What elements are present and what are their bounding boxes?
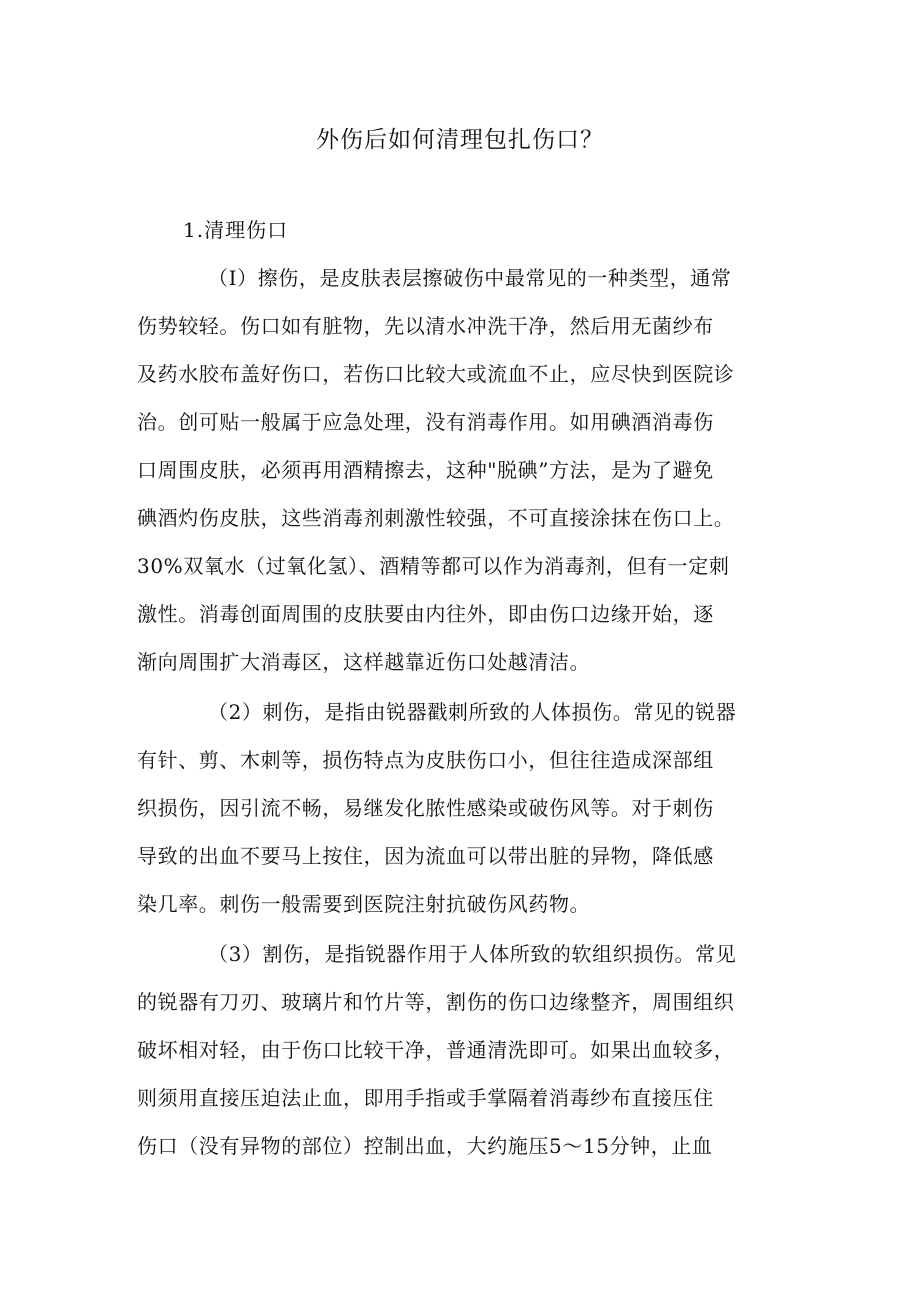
paragraph-line: （2）刺伤，是指由锐器戳刺所致的人体损伤。常见的锐器: [208, 700, 737, 724]
paragraph-line: 伤口（没有异物的部位）控制出血，大约施压5～15分钟，止血: [137, 1134, 713, 1158]
page-title: 外伤后如何清理包扎伤口？: [316, 127, 604, 153]
paragraph-line: 染几率。刺伤一般需要到医院注射抗破伤风药物。: [137, 892, 591, 916]
paragraph-line: 及药水胶布盖好伤口，若伤口比较大或流血不止，应尽快到医院诊: [137, 362, 735, 386]
paragraph-line: 织损伤，因引流不畅，易继发化脓性感染或破伤风等。对于刺伤: [137, 796, 714, 820]
paragraph-line: 碘酒灼伤皮肤，这些消毒剂刺激性较强，不可直接涂抹在伤口上。: [137, 506, 735, 530]
paragraph-line: 治。创可贴一般属于应急处理，没有消毒作用。如用碘酒消毒伤: [137, 410, 714, 434]
paragraph-line: 渐向周围扩大消毒区，这样越靠近伤口处越清洁。: [137, 650, 591, 674]
paragraph-line: 激性。消毒创面周围的皮肤要由内往外，即由伤口边缘开始，逐: [137, 602, 714, 626]
section-heading: 1.清理伤口: [183, 218, 289, 242]
paragraph-line: 破坏相对轻，由于伤口比较干净，普通清洗即可。如果出血较多，: [137, 1038, 735, 1062]
paragraph-line: 伤势较轻。伤口如有脏物，先以清水冲洗干净，然后用无菌纱布: [137, 314, 714, 338]
paragraph-line: 有针、剪、木刺等，损伤特点为皮肤伤口小，但往往造成深部组: [137, 748, 714, 772]
paragraph-line: 则须用直接压迫法止血，即用手指或手掌隔着消毒纱布直接压住: [137, 1086, 714, 1110]
paragraph-line: （I）擦伤，是皮肤表层擦破伤中最常见的一种类型，通常: [208, 266, 732, 290]
paragraph-line: 30%双氧水（过氧化氢）、酒精等都可以作为消毒剂，但有一定刺: [137, 554, 730, 578]
paragraph-line: 的锐器有刀刃、玻璃片和竹片等，割伤的伤口边缘整齐，周围组织: [137, 990, 735, 1014]
paragraph-line: 导致的出血不要马上按住，因为流血可以带出脏的异物，降低感: [137, 844, 714, 868]
paragraph-line: （3）割伤，是指锐器作用于人体所致的软组织损伤。常见: [208, 942, 737, 966]
paragraph-line: 口周围皮肤，必须再用酒精擦去，这种"脱碘”方法，是为了避免: [137, 458, 714, 482]
